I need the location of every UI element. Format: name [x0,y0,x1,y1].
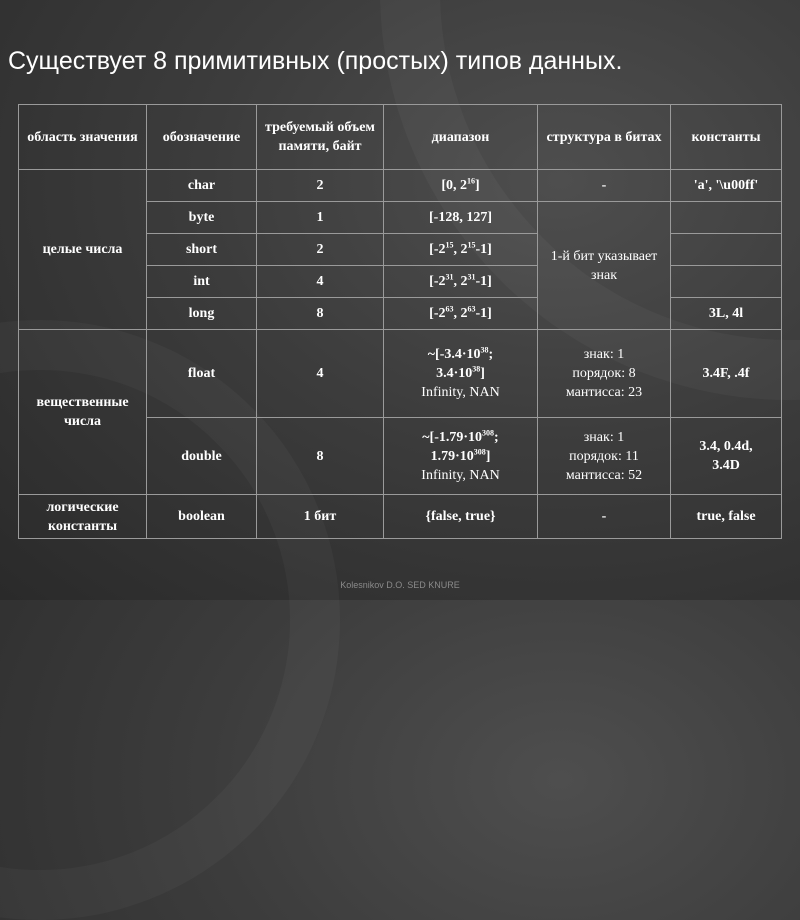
structure-cell: - [538,495,671,539]
header-name: обозначение [147,105,257,170]
range-text: , 2 [453,274,468,289]
range-text: [-2 [429,242,446,257]
memory-cell: 8 [257,298,384,330]
table-header-row [19,105,782,170]
range-cell [384,234,538,266]
range-cell [384,266,538,298]
memory-cell: 1 [257,202,384,234]
range-text: , 2 [453,242,468,257]
type-name: int [147,266,257,298]
range-cell: [-128, 127] [384,202,538,234]
header-range: диапазон [384,105,538,170]
range-text: ~[-1.79·10 [422,429,483,445]
sign-bit-note: 1-й бит указывает знак [538,202,671,330]
constants-cell: true, false [671,495,782,539]
constants-cell: 'a', '\u00ff' [671,170,782,202]
range-text: , 2 [453,306,468,321]
structure-line: знак: 1 [583,347,625,362]
range-text: -1] [475,306,492,321]
constants-cell [671,202,782,234]
type-name: byte [147,202,257,234]
range-text: [0, 2 [441,178,467,193]
range-text: [-2 [429,306,446,321]
range-exponent: 308 [482,427,495,437]
header-constants: константы [671,105,782,170]
range-text: ] [480,366,485,381]
type-name: short [147,234,257,266]
structure-cell [538,418,671,495]
table-row [19,495,782,539]
range-exponent: 308 [473,446,486,456]
range-exponent: 31 [445,272,454,282]
header-structure: структура в битах [538,105,671,170]
type-name: long [147,298,257,330]
structure-line: порядок: 8 [572,366,636,381]
structure-line: порядок: 11 [569,448,639,464]
range-line [386,428,535,447]
structure-cell [538,330,671,418]
structure-line: мантисса: 23 [565,385,643,400]
range-text: ~[-3.4·10 [427,347,481,362]
range-line [386,345,535,364]
range-line [386,364,535,383]
range-exponent: 31 [467,272,476,282]
range-text: [-2 [429,274,446,289]
range-text: ; [494,429,499,445]
range-text: -1] [475,242,492,257]
table-row [19,170,782,202]
constants-cell: 3.4F, .4f [671,330,782,418]
range-exponent: 63 [467,304,476,314]
range-exponent: 15 [445,240,454,250]
range-exponent: 38 [472,364,481,374]
range-cell [384,330,538,418]
constants-line: 3.4D [712,458,740,473]
constants-cell [671,234,782,266]
memory-cell: 1 бит [257,495,384,539]
constants-line: 3.4, 0.4d, [699,439,753,454]
structure-cell: - [538,170,671,202]
range-text: ] [485,448,491,464]
range-cell [384,418,538,495]
range-exponent: 16 [467,176,475,186]
range-text: 3.4·10 [436,366,473,381]
constants-cell [671,418,782,495]
type-name: double [147,418,257,495]
page-title: Существует 8 примитивных (простых) типов данных. [8,47,623,75]
constants-cell [671,266,782,298]
range-exponent: 63 [445,304,454,314]
range-text: ; [488,347,494,362]
memory-cell: 2 [257,234,384,266]
type-name: char [147,170,257,202]
range-cell [384,298,538,330]
range-cell: {false, true} [384,495,538,539]
memory-cell: 8 [257,418,384,495]
range-exponent: 38 [480,345,489,355]
memory-cell: 2 [257,170,384,202]
memory-cell: 4 [257,330,384,418]
structure-line: знак: 1 [583,429,625,445]
constants-cell: 3L, 4l [671,298,782,330]
range-text: -1] [475,274,492,289]
range-exponent: 15 [467,240,476,250]
structure-line: мантисса: 52 [565,467,643,483]
header-area: область значения [19,105,147,170]
range-line: Infinity, NAN [421,467,500,483]
area-integer: целые числа [19,170,147,330]
memory-cell: 4 [257,266,384,298]
range-line [386,447,535,466]
table-row [19,330,782,418]
type-name: float [147,330,257,418]
range-cell [384,170,538,202]
range-text: ] [475,178,480,193]
header-memory: требуемый объем памяти, байт [257,105,384,170]
type-name: boolean [147,495,257,539]
data-types-table [18,104,782,539]
area-real: вещественные числа [19,330,147,495]
range-line: Infinity, NAN [421,385,500,400]
range-text: 1.79·10 [430,448,474,464]
footer-credit: Kolesnikov D.O. SED KNURE [340,580,460,590]
area-logical: логические константы [19,495,147,539]
